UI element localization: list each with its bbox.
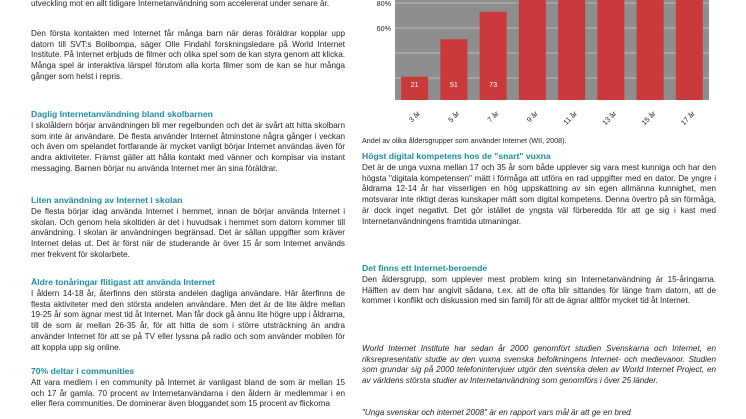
section-text: De flesta börjar idag använda Internet i hemmet, innan de börjar använda Internet i skolan. Och genom hela skoltiden är det i huvudsak i hemmet som datorn kommer till användning. I skolan är användningen begränsad. Det är sällan uppgifter som kräver Internet delas ut. Det är först när de studerande är över 15 år som Internet används mer frekvent för skolarbete. xyxy=(31,207,345,259)
section-heading: 70% deltar i communities xyxy=(31,366,135,376)
x-tick-label: 11 år xyxy=(561,109,580,127)
bar-data-label: 73 xyxy=(489,80,498,89)
section-text: Att vara medlem i en community på Internet är vanligast bland de som är mellan 15 och 17 år gamla. 70 procent av Internetanvändarna i den åldern är medlemmar i en eller flera communities. De dominerar även bloggandet som 15 procent av flickorna xyxy=(31,378,345,409)
intro-paragraph: Den första kontakten med Internet får många barn när deras föräldrar kopplar upp datorn till SVT:s Bolibompa, säger Olle Findahl forskningsledare på World Internet Institute. På Internet erbjuds de filmer och olika spel som de kan styra genom att klicka. Många spel är interaktiva lärspel förutom alla korta filmer som de kan se hur många gånger som helst i repris. xyxy=(31,29,345,81)
x-tick-label: 7 år xyxy=(485,109,501,125)
y-tick-label: 80% xyxy=(376,0,391,8)
bar xyxy=(440,39,467,100)
bar xyxy=(637,0,664,100)
internet-usage-chart xyxy=(365,0,717,146)
bar xyxy=(519,0,546,100)
bar-data-label: 21 xyxy=(410,80,419,89)
section-heading: Äldre tonåringar flitigast att använda Internet xyxy=(31,277,215,287)
section-heading: Högst digital kompetens hos de "snart" vuxna xyxy=(362,151,551,161)
chart-svg xyxy=(365,0,717,146)
x-tick-label: 3 år xyxy=(406,109,423,125)
section-text: I åldern 14-18 år, återfinns den största andelen dagliga användare. Här återfinns de flesta aktiviteter med den största andelen användare. Men det är de lite äldre mellan 19-25 år som ägnar mest tid åt Internet. Man får dock gå ännu lite högre upp i åldrarna, till de som är mellan 26-35 år, för att hitta de som i större utsträckning än andra använder Internet för att se på TV eller lyssna på radio och som använder mobilen för att koppla upp sig online. xyxy=(31,289,345,352)
x-tick-label: 13 år xyxy=(600,109,619,128)
italic-paragraph: World Internet Institute har sedan år 2000 genomfört studien Svenskarna och Internet, en riksrepresentativ studie av den vuxna svenska befolkningens Internet- och medievanor. Studien som grundar sig på 2000 telefonintervjuer utgör den svenska delen av World Internet Project, en av världens största studier av Internetanvändning som genomförs i över 25 länder. xyxy=(362,344,716,386)
italic-tail: "Unga svenskar och internet 2008" är en rapport vars mål är att ge en bred xyxy=(362,408,631,417)
bar xyxy=(676,0,703,100)
y-tick-label: 60% xyxy=(376,24,391,33)
x-tick-label: 5 år xyxy=(446,109,462,125)
section-text: Det är de unga vuxna mellan 17 och 35 år som både upplever sig vara mest kunniga och har den högsta "digitala kompetensen" mätt i förmåga att utföra en rad uppgifter med en dator. De yngre i åldrarna 12-14 år har visserligen en hög uppskattning av sin egen allmänna kunnighet, men motsvarar inte riktigt deras kunskaper mätt som digital kompetens. Denna övertro på sin förmåga, är dock inget negativt. Det gör istället de yngsta väl förberedda för att ge sig i kast med Internetanvändningens framtida utmaningar. xyxy=(362,163,716,226)
bar xyxy=(558,0,585,100)
x-tick-label: 9 år xyxy=(524,109,540,125)
section-heading: Det finns ett Internet-beroende xyxy=(362,263,488,273)
intro-tail: utveckling mot en allt tidigare Internetanvändning som accelererat under senare år. xyxy=(31,0,330,8)
section-heading: Daglig Internetanvändning bland skolbarnen xyxy=(31,109,213,119)
x-tick-label: 15 år xyxy=(639,109,658,128)
bar-data-label: 51 xyxy=(449,80,458,89)
section-text: I skolåldern börjar användningen bli mer regelbunden och det är svårt att hitta skolbarn som inte är användare. De flesta använder Internet åtminstone några gånger i veckan och även om spelandet fortfarande är mycket vanligt börjar Internet användas även för andra aktiviteter. Främst gäller att hålla kontakt med vänner och kompisar via instant messaging. Barnen börjar nu använda Internet mer än sina föräldrar. xyxy=(31,121,345,173)
section-heading: Liten användning av Internet i skolan xyxy=(31,195,183,205)
x-tick-label: 17 år xyxy=(678,109,697,128)
chart-caption: Andel av olika åldersgrupper som använder Internet (WII, 2008). xyxy=(362,136,567,145)
section-text: Den åldersgrupp, som upplever mest problem kring sin Internetanvändning är 15-åringarna. Hälften av dem har angivit sådana, t.ex. att de ofta blir sittandes för länge fram datorn, att de kommer i konflikt och diskussion med sin familj för att de ägnar alltför mycket tid åt Internet. xyxy=(362,275,716,306)
bar xyxy=(597,0,624,100)
